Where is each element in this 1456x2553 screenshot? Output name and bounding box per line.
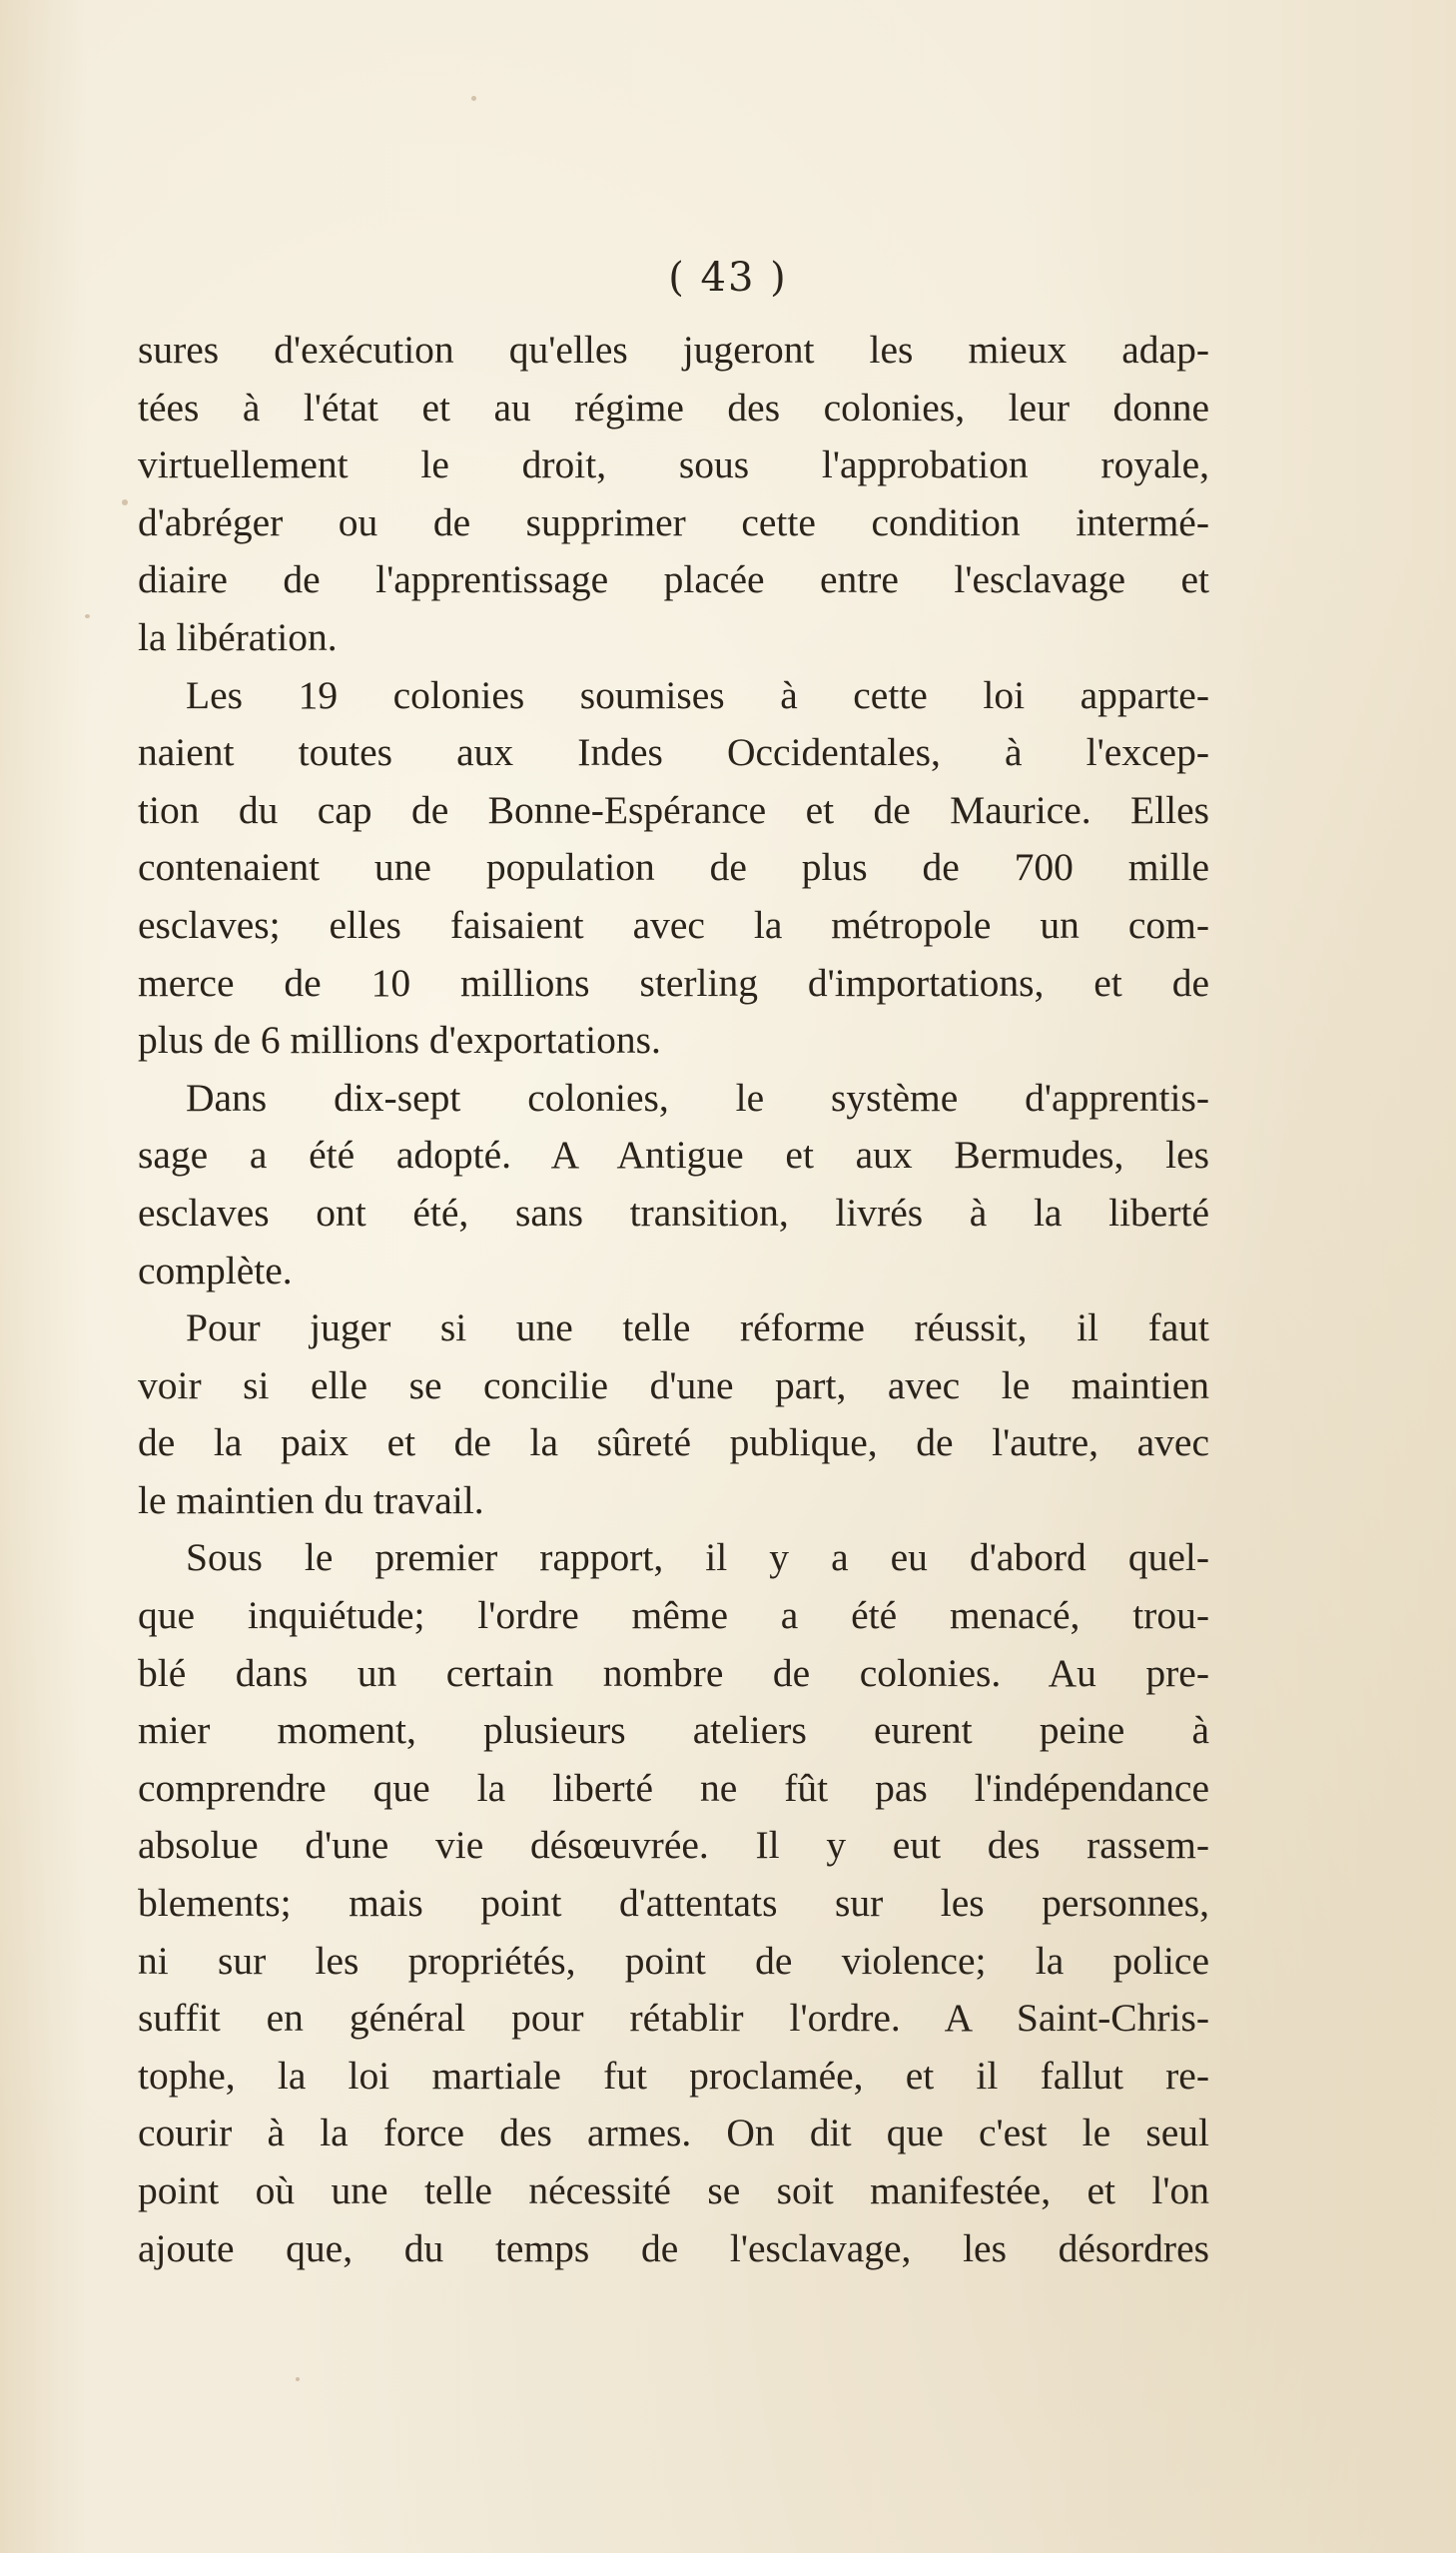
text-line: tées à l'état et au régime des colonies, leur donne	[138, 385, 1209, 429]
text-line: merce de 10 millions sterling d'importations, et de	[138, 960, 1209, 1005]
text-line: suffit en général pour rétablir l'ordre. A Saint-Chris-	[138, 1996, 1209, 2041]
text-line: de la paix et de la sûreté publique, de l'autre, avec	[138, 1420, 1209, 1465]
text-line: sage a été adopté. A Antigue et aux Bermudes, les	[138, 1133, 1209, 1178]
text-line: mier moment, plusieurs ateliers eurent peine à	[138, 1708, 1209, 1753]
text-line: la libération.	[138, 614, 338, 659]
text-line: Dans dix-sept colonies, le système d'apprentis-	[186, 1075, 1209, 1120]
text-line: comprendre que la liberté ne fût pas l'indépendance	[138, 1765, 1209, 1810]
ink-spot	[85, 614, 90, 618]
text-line: tion du cap de Bonne-Espérance et de Maurice. Elles	[138, 787, 1209, 832]
text-line: d'abréger ou de supprimer cette condition intermé-	[138, 499, 1209, 544]
text-line: point où une telle nécessité se soit manifestée, et l'on	[138, 2168, 1209, 2212]
text-line: Les 19 colonies soumises à cette loi apparte-	[186, 672, 1209, 717]
text-line: esclaves; elles faisaient avec la métropole un com-	[138, 902, 1209, 947]
ink-spot	[122, 499, 128, 505]
text-line: sures d'exécution qu'elles jugeront les mieux adap-	[138, 328, 1209, 372]
text-line: voir si elle se concilie d'une part, avec le maintien	[138, 1362, 1209, 1407]
text-line: naient toutes aux Indes Occidentales, à l'excep-	[138, 730, 1209, 775]
text-line: diaire de l'apprentissage placée entre l'esclavage et	[138, 557, 1209, 602]
text-line: que inquiétude; l'ordre même a été menacé, trou-	[138, 1593, 1209, 1638]
text-line: le maintien du travail.	[138, 1477, 484, 1522]
ink-spot	[296, 2377, 300, 2381]
text-line: contenaient une population de plus de 700 mille	[138, 845, 1209, 890]
text-line: courir à la force des armes. On dit que c'est le seul	[138, 2111, 1209, 2155]
text-line: tophe, la loi martiale fut proclamée, et il fallut re-	[138, 2053, 1209, 2098]
text-line: plus de 6 millions d'exportations.	[138, 1018, 661, 1063]
text-line: virtuellement le droit, sous l'approbation royale,	[138, 442, 1209, 487]
text-line: ni sur les propriétés, point de violence; la police	[138, 1938, 1209, 1983]
text-line: esclaves ont été, sans transition, livrés à la liberté	[138, 1190, 1209, 1235]
text-line: blé dans un certain nombre de colonies. Au pre-	[138, 1650, 1209, 1695]
text-line: absolue d'une vie désœuvrée. Il y eut des rassem-	[138, 1823, 1209, 1868]
text-line: complète.	[138, 1248, 293, 1292]
ink-spot	[471, 96, 476, 101]
page-number: ( 43 )	[668, 255, 788, 301]
text-line: Sous le premier rapport, il y a eu d'abord quel-	[186, 1535, 1209, 1580]
text-line: blements; mais point d'attentats sur les personnes,	[138, 1881, 1209, 1926]
body-text	[138, 322, 1209, 2277]
text-line: Pour juger si une telle réforme réussit, il faut	[186, 1305, 1209, 1350]
text-line: ajoute que, du temps de l'esclavage, les désordres	[138, 2225, 1209, 2270]
